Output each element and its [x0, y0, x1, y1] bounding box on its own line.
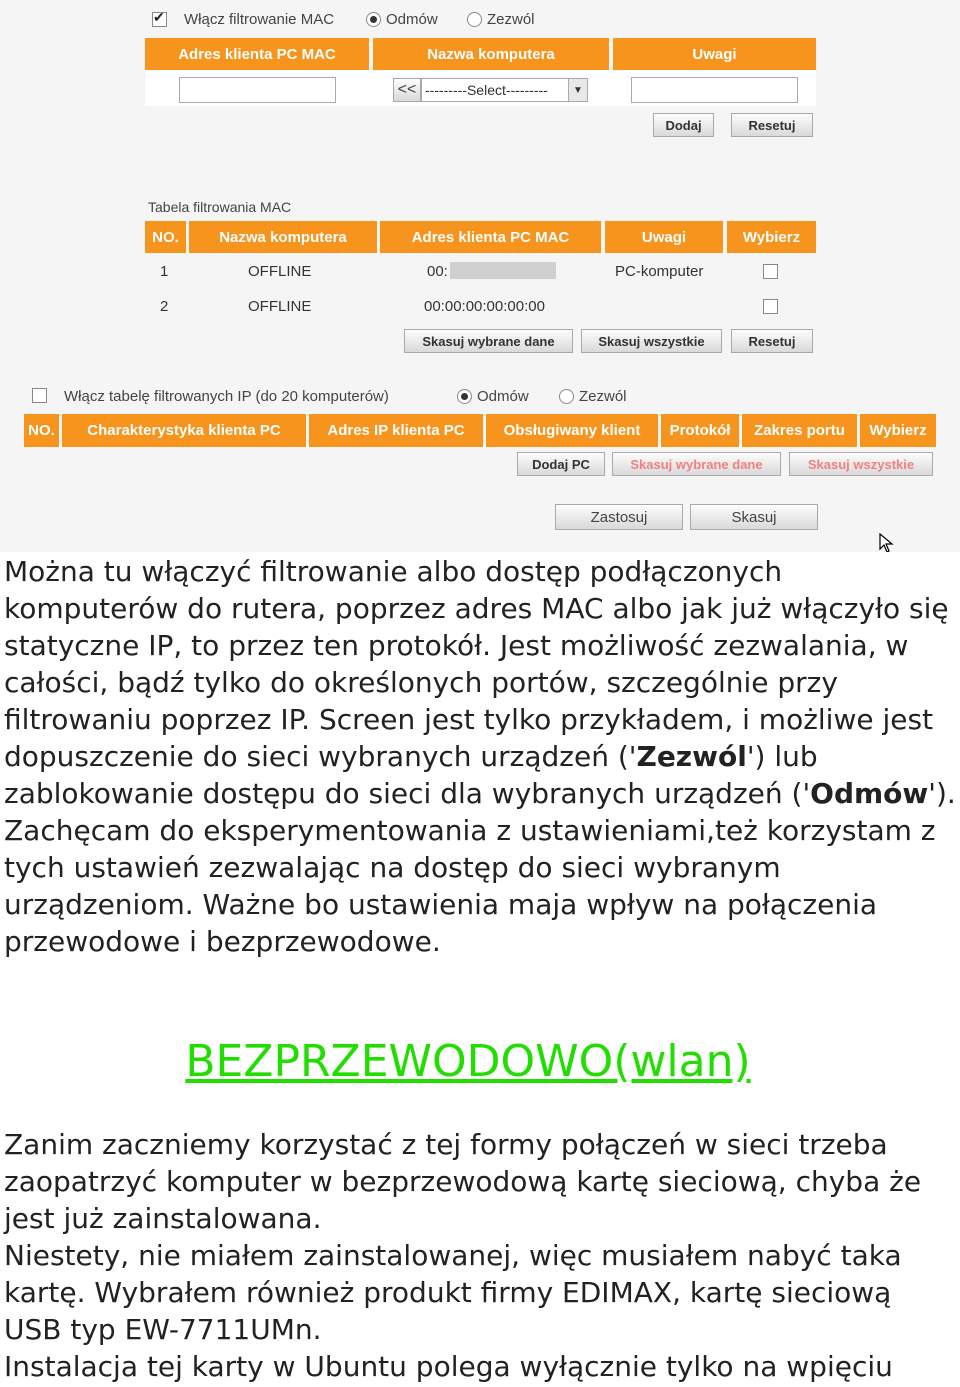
ip-delete-selected-button: Skasuj wybrane dane [612, 452, 781, 476]
row-mac-address: 00:00:00:00:00:00 [424, 298, 545, 315]
ip-header-protocol: Protokół [661, 414, 739, 447]
ip-header-port-range: Zakres portu [742, 414, 857, 447]
table-header-no: NO. [145, 221, 186, 253]
row-mac-address: 00: [427, 263, 448, 280]
remarks-input[interactable] [631, 77, 798, 103]
add-button[interactable]: Dodaj [653, 113, 714, 137]
p1-bold-deny: Odmów [810, 777, 929, 810]
mac-address-input[interactable] [179, 77, 336, 103]
reset-table-button[interactable]: Resetuj [731, 329, 813, 353]
ip-deny-label: Odmów [477, 388, 529, 405]
table-header-remarks: Uwagi [605, 221, 723, 253]
p1-bold-allow: Zezwól [636, 740, 747, 773]
header-remarks: Uwagi [613, 38, 816, 70]
article-paragraph-4: Niestety, nie miałem zainstalowanej, więc musiałem nabyć taka kartę. Wybrałem również produkt firmy EDIMAX, kartę sieciową USB typ EW-7711UMn. [4, 1239, 902, 1346]
article-paragraph-5: Instalacja tej karty w Ubuntu polega wyłącznie tylko na wpięciu [4, 1350, 893, 1383]
delete-selected-button[interactable]: Skasuj wybrane dane [404, 329, 573, 353]
article-body [4, 553, 956, 960]
article-paragraph-1 [4, 553, 956, 812]
wlan-heading-link[interactable]: BEZPRZEWODOWO(wlan) [185, 1036, 751, 1087]
row-select-checkbox[interactable] [763, 264, 778, 279]
mac-deny-radio[interactable] [366, 12, 381, 27]
row-number: 1 [160, 263, 169, 280]
reset-input-button[interactable]: Resetuj [731, 113, 813, 137]
p1-text-a: Można tu włączyć filtrowanie albo dostęp podłączonych komputerów do rutera, poprzez adres MAC albo jak już włączyło się statyczne IP, to przez ten protokół. Jest możliwość zezwalania, w całości, bądź tylko do określonych portów, szczególnie przy filtrowaniu poprzez IP. Screen jest tylko przykładem, i możliwe jest dopuszczenie do sieci wybranych urządzeń (' [4, 555, 949, 773]
table-header-name: Nazwa komputera [189, 221, 377, 253]
computer-select[interactable] [421, 78, 588, 102]
article-paragraph-2: Zachęcam do eksperymentowania z ustawieniami,też korzystam z tych ustawień zezwalając na dostęp do sieci wybranym urządzeniom. Ważne bo ustawienia maja wpływ na połączenia przewodowe i bezprzewodowe. [4, 814, 936, 958]
mac-allow-label: Zezwól [487, 11, 535, 28]
ip-header-service: Obsługiwany klient [486, 414, 658, 447]
header-computer-name: Nazwa komputera [373, 38, 609, 70]
table-header-mac: Adres klienta PC MAC [380, 221, 601, 253]
apply-button[interactable]: Zastosuj [555, 504, 683, 530]
ip-header-no: NO. [24, 414, 59, 447]
mac-filter-checkbox[interactable] [152, 12, 167, 27]
mouse-cursor-icon [879, 533, 895, 552]
mac-filter-label: Włącz filtrowanie MAC [184, 11, 335, 28]
computer-select-value: ---------Select--------- [425, 82, 548, 98]
ip-allow-radio[interactable] [559, 389, 574, 404]
row-select-checkbox[interactable] [763, 299, 778, 314]
row-computer-name: OFFLINE [248, 298, 312, 315]
article-body-2 [4, 1126, 956, 1385]
router-screenshot [0, 0, 960, 552]
add-pc-button[interactable]: Dodaj PC [517, 452, 605, 476]
ip-header-ip-address: Adres IP klienta PC [309, 414, 483, 447]
p1-text-c: '). [928, 777, 956, 810]
mac-allow-radio[interactable] [467, 12, 482, 27]
chevron-down-icon[interactable]: ▼ [568, 79, 587, 101]
prev-computer-button[interactable]: << [393, 78, 421, 102]
article-paragraph-3: Zanim zaczniemy korzystać z tej formy połączeń w sieci trzeba zaopatrzyć komputer w bezprzewodową kartę sieciową, chyba że jest już zainstalowana. [4, 1128, 922, 1235]
ip-filter-checkbox[interactable] [32, 388, 47, 403]
redacted-mac-bar [450, 262, 556, 279]
row-computer-name: OFFLINE [248, 263, 312, 280]
cancel-button[interactable]: Skasuj [690, 504, 818, 530]
ip-header-client-characteristics: Charakterystyka klienta PC [62, 414, 306, 447]
ip-header-select: Wybierz [860, 414, 936, 447]
ip-allow-label: Zezwól [579, 388, 627, 405]
ip-delete-all-button: Skasuj wszystkie [789, 452, 933, 476]
p1-text-b: ') lub zablokowanie dostępu do sieci dla wybranych urządzeń (' [4, 740, 818, 810]
table-header-select: Wybierz [727, 221, 816, 253]
ip-deny-radio[interactable] [457, 389, 472, 404]
mac-deny-label: Odmów [386, 11, 438, 28]
header-mac-address: Adres klienta PC MAC [145, 38, 369, 70]
mac-table-title: Tabela filtrowania MAC [148, 199, 292, 215]
delete-all-button[interactable]: Skasuj wszystkie [581, 329, 722, 353]
ip-filter-label: Włącz tabelę filtrowanych IP (do 20 komputerów) [64, 388, 389, 405]
row-remarks: PC-komputer [615, 263, 704, 280]
row-number: 2 [160, 298, 169, 315]
